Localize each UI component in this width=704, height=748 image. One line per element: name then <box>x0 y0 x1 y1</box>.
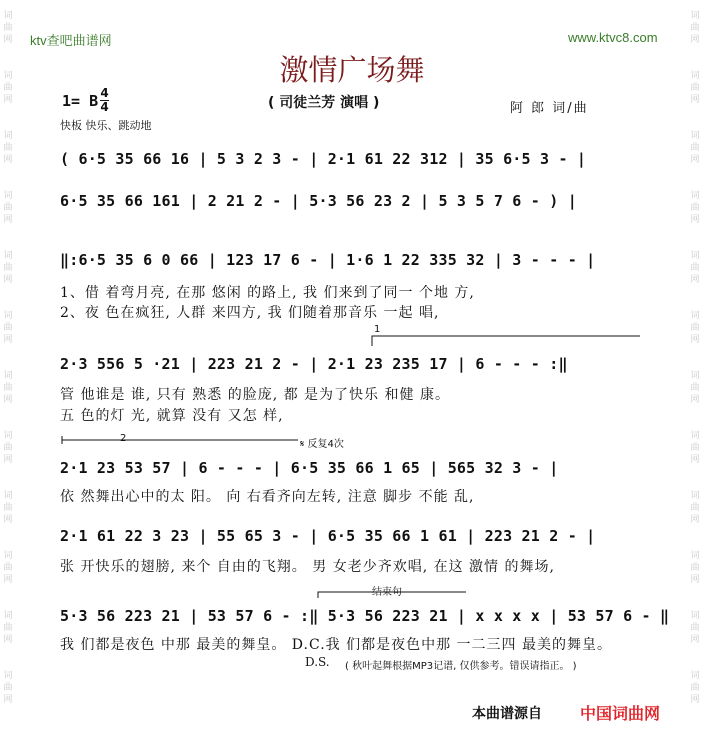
side-watermark-text: 词 曲 网 <box>3 251 13 285</box>
side-watermark-text: 词 曲 网 <box>690 371 700 405</box>
site-url-right: www.ktvc8.com <box>568 30 658 45</box>
score-row-6-notes: 2·1 61 22 3 23 | 55 65 3 - | 6·5 35 66 1 61 | 223 21 2 - | <box>60 527 596 545</box>
song-title: 激情广场舞 <box>279 53 425 87</box>
side-watermark-text: 词 曲 网 <box>690 431 700 465</box>
side-watermark-text: 词 曲 网 <box>690 671 700 705</box>
score-row-4-lyric-1: 管 他谁是 谁, 只有 熟悉 的脸庞, 都 是为了快乐 和健 康。 <box>60 387 450 403</box>
brand-name: 中国词曲网 <box>580 704 661 723</box>
singer-credit: ( 司徒兰芳 演唱 ) <box>268 95 380 111</box>
site-name-left: ktv查吧曲谱网 <box>30 33 112 48</box>
score-row-2-notes: 6·5 35 66 161 | 2 21 2 - | 5·3 56 23 2 | 5 3 5 7 6 - ) | <box>60 192 577 210</box>
side-watermark-text: 词 曲 网 <box>690 191 700 225</box>
side-watermark-text: 词 曲 网 <box>690 611 700 645</box>
side-watermark-text: 词 曲 网 <box>690 311 700 345</box>
repeat-instruction: 𝄋 反复4次 <box>300 439 344 450</box>
side-watermark-text: 词 曲 网 <box>690 551 700 585</box>
ending-label: 结束句 <box>372 587 402 598</box>
score-row-7-lyric-1: 我 们都是夜色 中那 最美的舞皇。 D.C.我 们都是夜色中那 一二三四 最美的舞皇。 <box>60 637 612 653</box>
source-label: 本曲谱源自 <box>472 706 542 722</box>
side-watermark-text: 词 曲 网 <box>3 671 13 705</box>
score-row-3-notes: ‖:6·5 35 6 0 66 | 123 17 6 - | 1·6 1 22 335 32 | 3 - - - | <box>60 251 596 269</box>
score-row-5-lyric-1: 依 然舞出心中的太 阳。 向 右看齐向左转, 注意 脚步 不能 乱, <box>60 489 475 505</box>
side-watermark-text: 词 曲 网 <box>3 191 13 225</box>
side-watermark-text: 词 曲 网 <box>3 491 13 525</box>
side-watermark-text: 词 曲 网 <box>690 71 700 105</box>
side-watermark-text: 词 曲 网 <box>3 311 13 345</box>
side-watermark-text: 词 曲 网 <box>3 71 13 105</box>
side-watermark-text: 词 曲 网 <box>690 131 700 165</box>
score-row-3-lyric-1: 1、借 着弯月亮, 在那 悠闲 的路上, 我 们来到了同一 个地 方, <box>60 285 475 301</box>
volta-1-label: 1 <box>374 324 381 335</box>
score-row-7-notes: 5·3 56 223 21 | 53 57 6 - :‖ 5·3 56 223 21 | x x x x | 53 57 6 - ‖ <box>60 607 670 625</box>
side-watermark-text: 词 曲 网 <box>3 611 13 645</box>
time-signature-bottom: 4 <box>100 100 109 114</box>
score-row-5-notes: 2·1 23 53 57 | 6 - - - | 6·5 35 66 1 65 | 565 32 3 - | <box>60 459 559 477</box>
side-watermark-text: 词 曲 网 <box>690 491 700 525</box>
tempo-marking: 快板 快乐、跳动地 <box>60 119 152 132</box>
side-watermark-text: 词 曲 网 <box>690 251 700 285</box>
side-watermark-text: 词 曲 网 <box>690 11 700 45</box>
author-credit: 阿 郎 词/曲 <box>510 101 589 116</box>
time-signature-top: 4 <box>100 86 109 100</box>
ds-mark: D.S. <box>305 655 330 669</box>
score-row-3-lyric-2: 2、夜 色在疯狂, 人群 来四方, 我 们随着那音乐 一起 唱, <box>60 305 440 321</box>
transcription-note: ( 秋叶起舞根据MP3记谱, 仅供参考。错误请指正。 ) <box>345 661 577 672</box>
side-watermark-text: 词 曲 网 <box>3 11 13 45</box>
score-row-6-lyric-1: 张 开快乐的翅膀, 来个 自由的飞翔。 男 女老少齐欢唱, 在这 激情 的舞场, <box>60 559 555 575</box>
score-row-4-notes: 2·3 556 5 ·21 | 223 21 2 - | 2·1 23 235 17 | 6 - - - :‖ <box>60 355 568 373</box>
side-watermark-text: 词 曲 网 <box>3 551 13 585</box>
volta-2-label: 2 <box>120 433 127 444</box>
side-watermark-text: 词 曲 网 <box>3 431 13 465</box>
score-row-1-notes: ( 6·5 35 66 16 | 5 3 2 3 - | 2·1 61 22 312 | 35 6·5 3 - | <box>60 150 587 168</box>
side-watermark-text: 词 曲 网 <box>3 371 13 405</box>
key-signature: 1= B <box>62 92 99 110</box>
side-watermark-text: 词 曲 网 <box>3 131 13 165</box>
score-row-4-lyric-2: 五 色的灯 光, 就算 没有 又怎 样, <box>60 408 284 424</box>
